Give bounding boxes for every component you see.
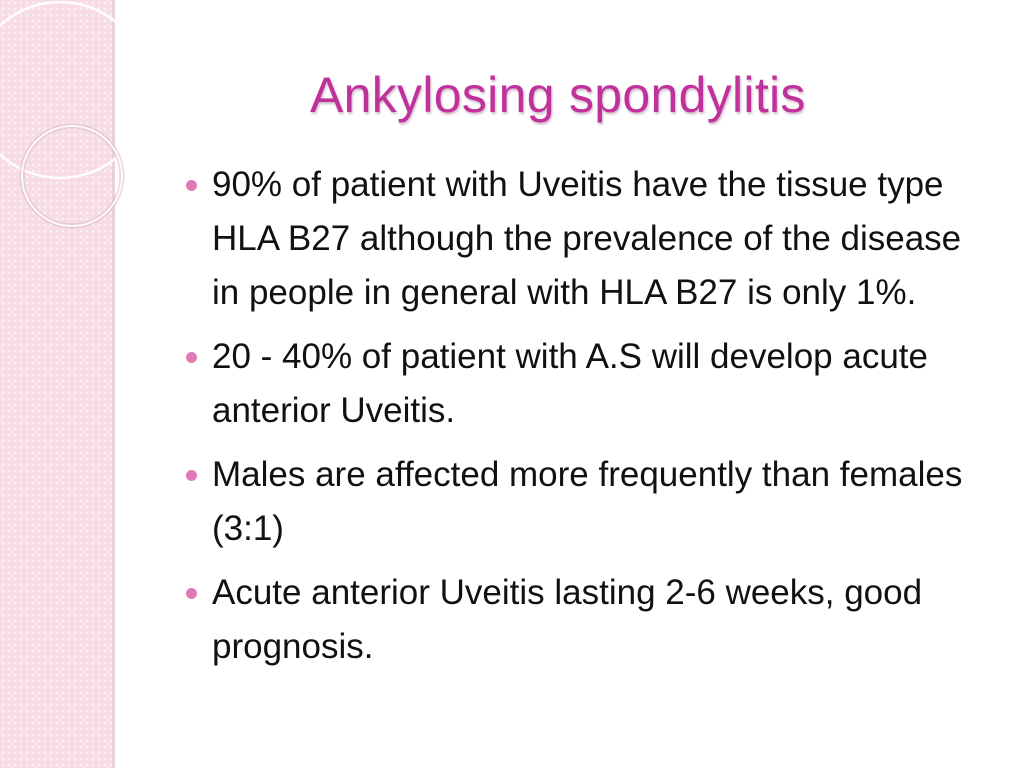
bullet-item xyxy=(186,158,986,320)
bullet-text: 90% of patient with Uveitis have the tissue type HLA B27 although the prevalence of the disease in people in general with HLA B27 is only 1%. xyxy=(212,165,962,312)
bullet-list xyxy=(186,158,986,684)
bullet-text: Acute anterior Uveitis lasting 2-6 weeks, good prognosis. xyxy=(212,573,923,666)
bullet-dot-icon xyxy=(186,352,197,363)
bullet-dot-icon xyxy=(186,470,197,481)
decorative-rings xyxy=(0,0,180,330)
bullet-text: Males are affected more frequently than females (3:1) xyxy=(212,455,963,548)
bullet-item xyxy=(186,566,986,674)
slide-title: Ankylosing spondylitis xyxy=(310,67,806,123)
bullet-dot-icon xyxy=(186,180,197,191)
bullet-item xyxy=(186,330,986,438)
bullet-dot-icon xyxy=(186,588,197,599)
bullet-item xyxy=(186,448,986,556)
bullet-text: 20 - 40% of patient with A.S will develop acute anterior Uveitis. xyxy=(212,337,928,430)
